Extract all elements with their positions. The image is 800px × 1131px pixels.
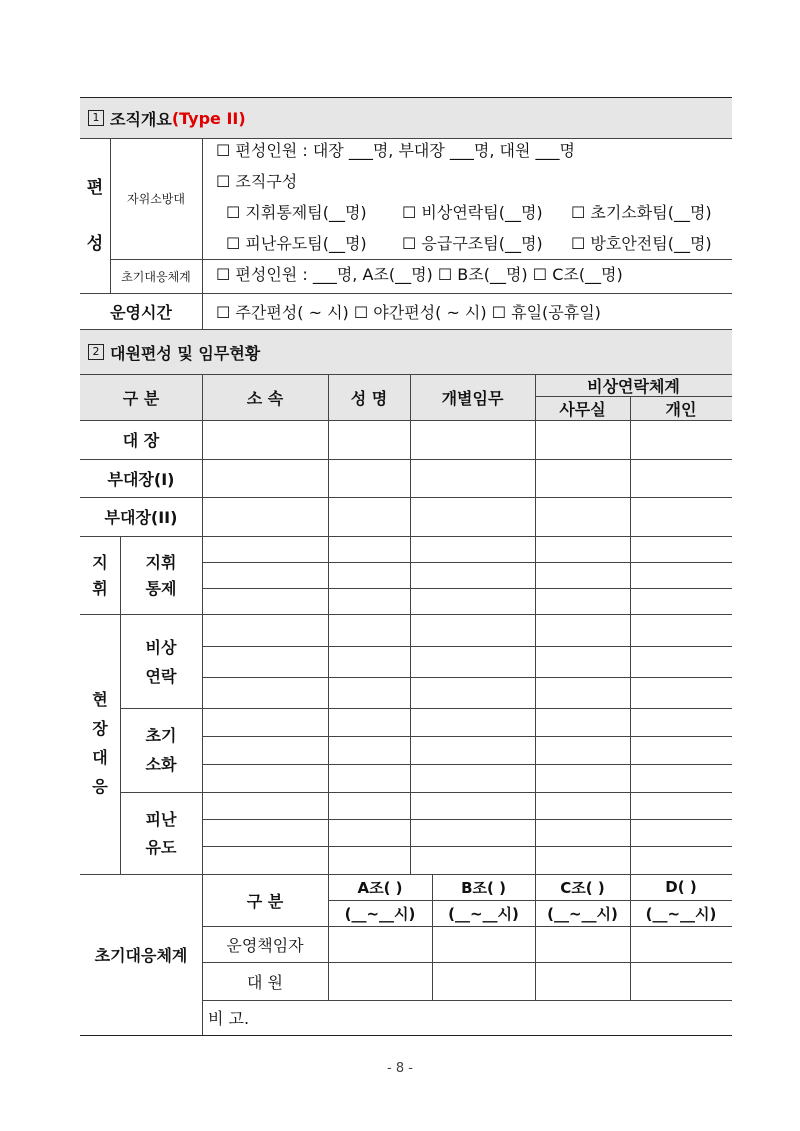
ops-label: 운영시간 [110, 302, 172, 322]
shift-header: 구 분 [246, 891, 284, 911]
org-line: ☐ 조직구성 [216, 172, 298, 191]
shift-time: (__~__시) [547, 904, 618, 923]
staff-line: ☐ 편성인원 : 대장 ___명, 부대장 ___명, 대원 ___명 [216, 141, 575, 160]
header-office: 사무실 [559, 399, 606, 419]
shift-time: (__~__시) [645, 904, 717, 923]
section2-title: 대원편성 및 임무현황 [110, 343, 261, 363]
evac-team-bottom: 유도 [145, 837, 177, 857]
fire-team-top: 초기 [145, 725, 177, 745]
header-name: 성 명 [350, 388, 388, 408]
page-number: - 8 - [387, 1060, 413, 1076]
shift-time: (__~__시) [344, 904, 416, 923]
header-contact: 비상연락체계 [587, 376, 680, 396]
shift-name: B조( ) [461, 878, 506, 897]
field-group-char: 대 [92, 747, 108, 767]
team-item: ☐ 응급구조팀(__명) [402, 234, 543, 253]
row-leader: 대 장 [122, 431, 160, 450]
command-group-top: 지 [92, 552, 108, 572]
team-item: ☐ 지휘통제팀(__명) [226, 203, 367, 222]
header-duty: 개별임무 [441, 388, 504, 408]
section2-heading [88, 330, 260, 374]
ops-line: ☐ 주간편성( ~ 시) ☐ 야간편성( ~ 시) ☐ 휴일(공휴일) [216, 303, 601, 322]
initial-line: ☐ 편성인원 : ___명, A조(__명) ☐ B조(__명) ☐ C조(__명) [216, 265, 623, 284]
shift-name: C조( ) [560, 878, 605, 897]
command-team-top: 지휘 [145, 552, 177, 572]
initial-system-label: 초기대응체계 [94, 946, 188, 965]
section1-title: 조직개요 [110, 109, 172, 129]
team-item: ☐ 방호안전팀(__명) [571, 234, 712, 253]
team-item: ☐ 피난유도팀(__명) [226, 234, 367, 253]
shift-name: A조( ) [357, 878, 403, 897]
contact-team-top: 비상 [145, 637, 177, 657]
team-item: ☐ 비상연락팀(__명) [402, 203, 543, 222]
section1-heading [88, 98, 246, 138]
row-member: 대 원 [247, 972, 283, 992]
row-vice2: 부대장(II) [104, 508, 178, 527]
field-group-char: 현 [92, 689, 108, 709]
fire-team-bottom: 소화 [145, 754, 177, 774]
initial-label: 초기대응체계 [121, 269, 191, 284]
unit-label: 자위소방대 [127, 192, 185, 206]
command-group-bottom: 휘 [92, 578, 108, 598]
evac-team-top: 피난 [145, 809, 177, 829]
section2-number: 2 [88, 344, 104, 360]
row-vice1: 부대장(I) [107, 469, 175, 489]
shift-time: (__~__시) [448, 904, 519, 923]
row-manager: 운영책임자 [226, 935, 304, 955]
header-affiliation: 소 속 [246, 388, 284, 408]
command-team-bottom: 통제 [145, 578, 177, 598]
header-division: 구 분 [122, 388, 160, 408]
field-group-char: 응 [92, 776, 108, 796]
shift-name: D( ) [665, 878, 697, 896]
contact-team-bottom: 연락 [145, 666, 177, 686]
group-label-bottom: 성 [86, 233, 104, 254]
group-label-top: 편 [86, 177, 104, 198]
section1-title-suffix: (Type II) [171, 108, 246, 128]
team-item: ☐ 초기소화팀(__명) [571, 203, 712, 222]
field-group-char: 장 [92, 718, 108, 738]
header-personal: 개인 [665, 399, 697, 419]
section1-number: 1 [88, 110, 104, 126]
field-group-label [80, 685, 120, 800]
remarks: 비 고. [208, 1009, 250, 1028]
